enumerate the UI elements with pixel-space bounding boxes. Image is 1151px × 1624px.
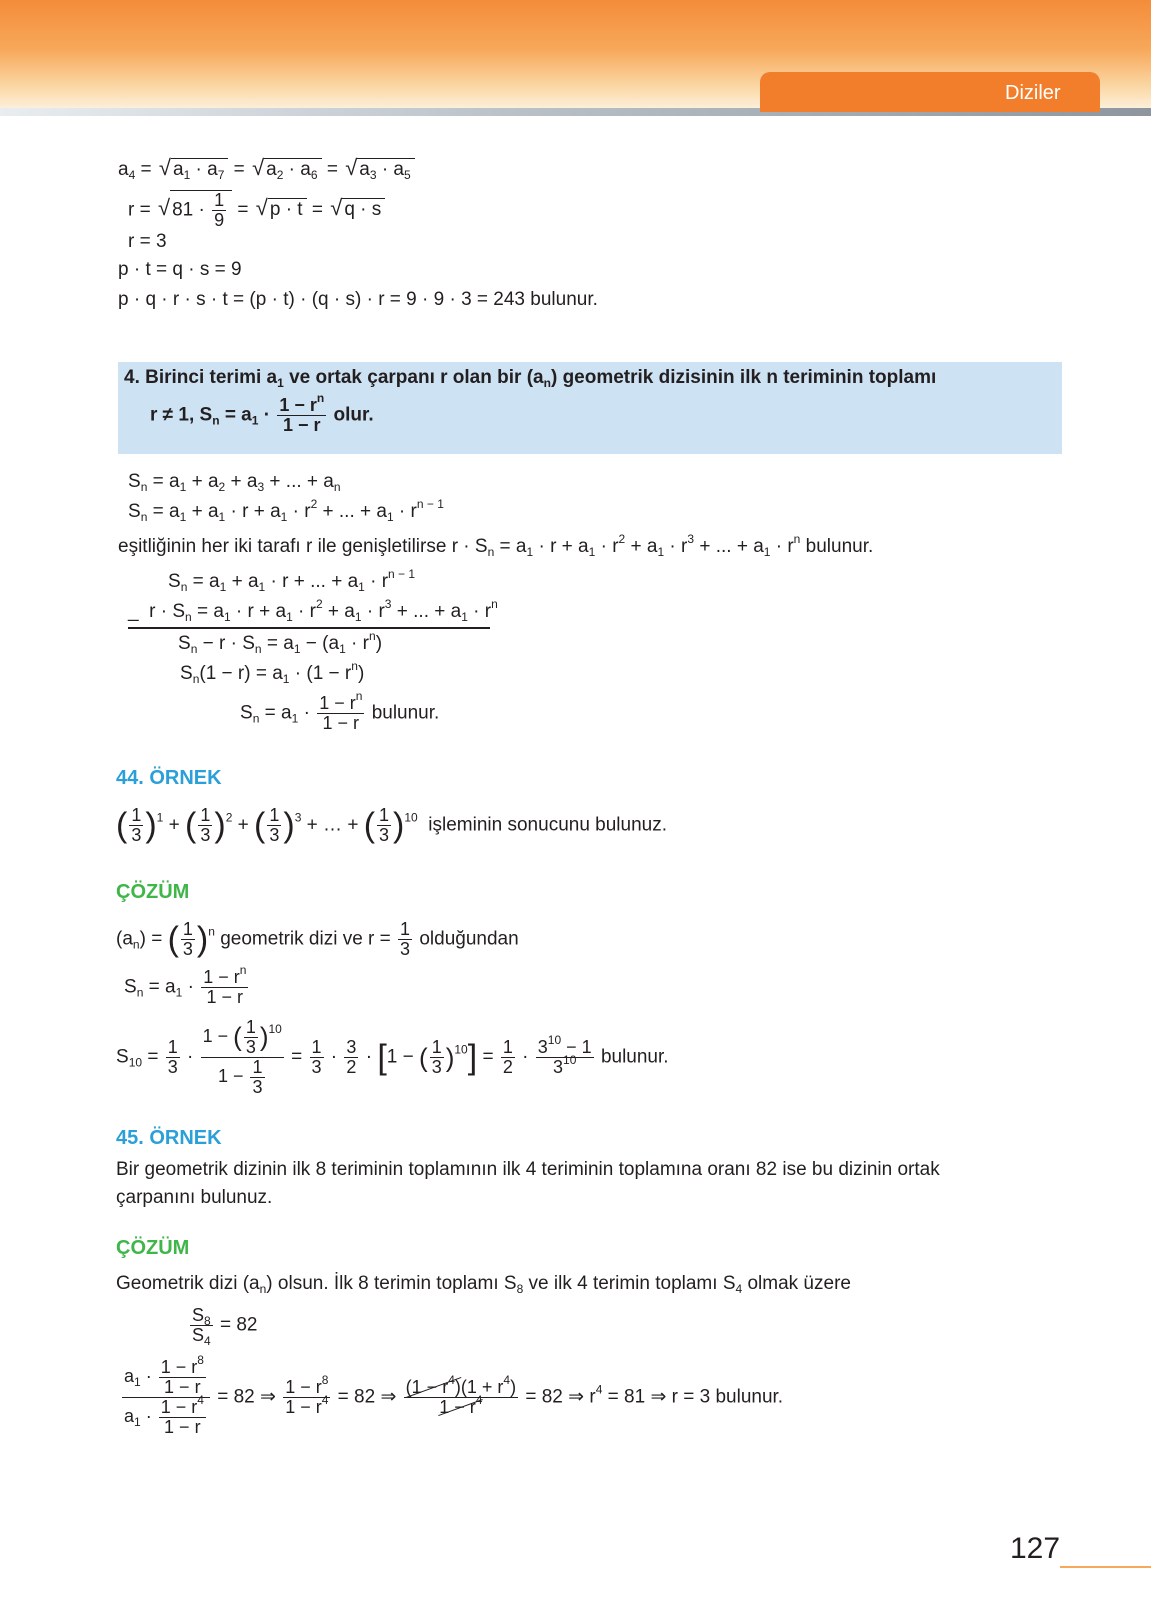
example-45-sol-line-1: Geometrik dizi $(a_n)$ olsun. İlk 8 terimin toplamı $S_8$ ve ilk 4 terimin toplamı $S_4$ olmak üzere: [116, 1273, 851, 1296]
theorem-line-1: 4. Birinci terimi $a_1$ ve ortak çarpanı r olan bir $(a_n)$ geometrik dizisinin ilk n teriminin toplamı: [124, 367, 937, 390]
derivation-line-4: _ $r \cdot S_n = a_1 \cdot r + a_1 \cdot r^2 + a_1 \cdot r^3$ + ... + $a_1 \cdot r^n$: [128, 597, 498, 624]
example-44-title: 44. ÖRNEK: [116, 767, 222, 789]
section-title: Diziler: [1005, 82, 1061, 104]
theorem-line-2: r ≠ 1, $S_n = a_1$ · $\frac{1 - r^n}{1 - r}$ olur.: [150, 391, 374, 435]
example-45-ratio: $\frac{S_8}{S_4}$ = 82: [192, 1305, 258, 1348]
derivation-line-3: $S_n = a_1 + a_1 \cdot r$ + ... + $a_1 \cdot r^{n - 1}$: [168, 567, 416, 594]
example-45-solution-title: ÇÖZÜM: [116, 1237, 190, 1259]
example-44-sol-line-2: $S_n = a_1$ · $\frac{1 - r^n}{1 - r}$: [124, 963, 247, 1007]
subtraction-rule: [128, 627, 490, 629]
page-number: 127: [1010, 1532, 1061, 1565]
example-45-question-l2: çarpanını bulunuz.: [116, 1187, 273, 1208]
example-45-title: 45. ÖRNEK: [116, 1127, 222, 1149]
derivation-line-5: $S_n - r \cdot S_n = a_1 - (a_1 \cdot r^n)$: [178, 629, 383, 656]
example-45-question-l1: Bir geometrik dizinin ilk 8 teriminin toplamının ilk 4 teriminin toplamına oranı 82 ise bu dizinin ortak: [116, 1159, 940, 1180]
derivation-line-2: $S_n = a_1 + a_1 \cdot r + a_1 \cdot r^2$ + ... + $a_1 \cdot r^{n - 1}$: [128, 497, 444, 524]
geo-mean-line: $a_4$ = √ $a_1 \cdot a_7$ = √ $a_2 \cdot a_6$ = √ $a_3 \cdot a_5$: [118, 156, 415, 182]
derivation-result: $S_n = a_1$ · $\frac{1 - r^n}{1 - r}$ bulunur.: [240, 689, 440, 733]
example-45-final: $a_1$ · $\frac{1 - r^8}{1 - r}$ $a_1$ · $\frac{1 - r^4}{1 - r}$ = 82 ⇒ $\frac{1 - r^8}{1 - r^4}$ = 82 ⇒ $\frac{(1 - r^4)(1 + r^4)}{1 - r^4}$ = 82 ⇒ $r^4 = 81$ ⇒ r = 3 bulunur.: [124, 1353, 784, 1437]
derivation-sentence: eşitliğinin her iki tarafı r ile genişletilirse $r \cdot S_n = a_1 \cdot r + a_1 \cdot r^2 + a_1 \cdot r^3$ + ... + $a_1 \cdot r^n$ bulunur.: [118, 532, 874, 559]
ratio-line: r = √ 81 · $\frac{1}{9}$ = √ p · t = √ q · s: [128, 190, 385, 230]
product-line: p · t = q · s = 9: [118, 259, 242, 280]
example-44-solution-title: ÇÖZÜM: [116, 881, 190, 903]
page-number-rule: [1060, 1566, 1151, 1568]
example-44-sol-line-3: $S_{10}$ = $\frac{1}{3}$ · 1 − ( $\frac{1}{3}$ )$^{10}$ 1 − $\frac{1}{3}$ = $\frac{1}{3}$ · $\frac{3}{2}$ · [1 − ( $\frac{1}{3}$ )$^{10}$] = $\frac{1}{2}$ · $\frac{3^{10} - 1}{3^{10}}$ bulunur.: [116, 1017, 669, 1097]
section-tab: [760, 72, 1100, 112]
ratio-value: r = 3: [128, 231, 167, 252]
example-44-sol-line-1: $(a_n)$ = ( $\frac{1}{3}$ )$^n$ geometrik dizi ve r = $\frac{1}{3}$ olduğundan: [116, 919, 519, 959]
result-line: p · q · r · s · t = (p · t) · (q · s) · r = 9 · 9 · 3 = 243 bulunur.: [118, 289, 598, 310]
derivation-line-6: $S_n(1 - r) = a_1 \cdot (1 - r^n)$: [180, 659, 365, 686]
derivation-line-1: $S_n = a_1 + a_2 + a_3$ + ... + $a_n$: [128, 471, 341, 494]
example-44-question: ( $\frac{1}{3}$ )$^1$ + ( $\frac{1}{3}$ )$^2$ + ( $\frac{1}{3}$ )$^3$ + … + ( $\frac{1}{3}$ )$^{10}$ işleminin sonucunu bulunuz.: [116, 805, 668, 845]
